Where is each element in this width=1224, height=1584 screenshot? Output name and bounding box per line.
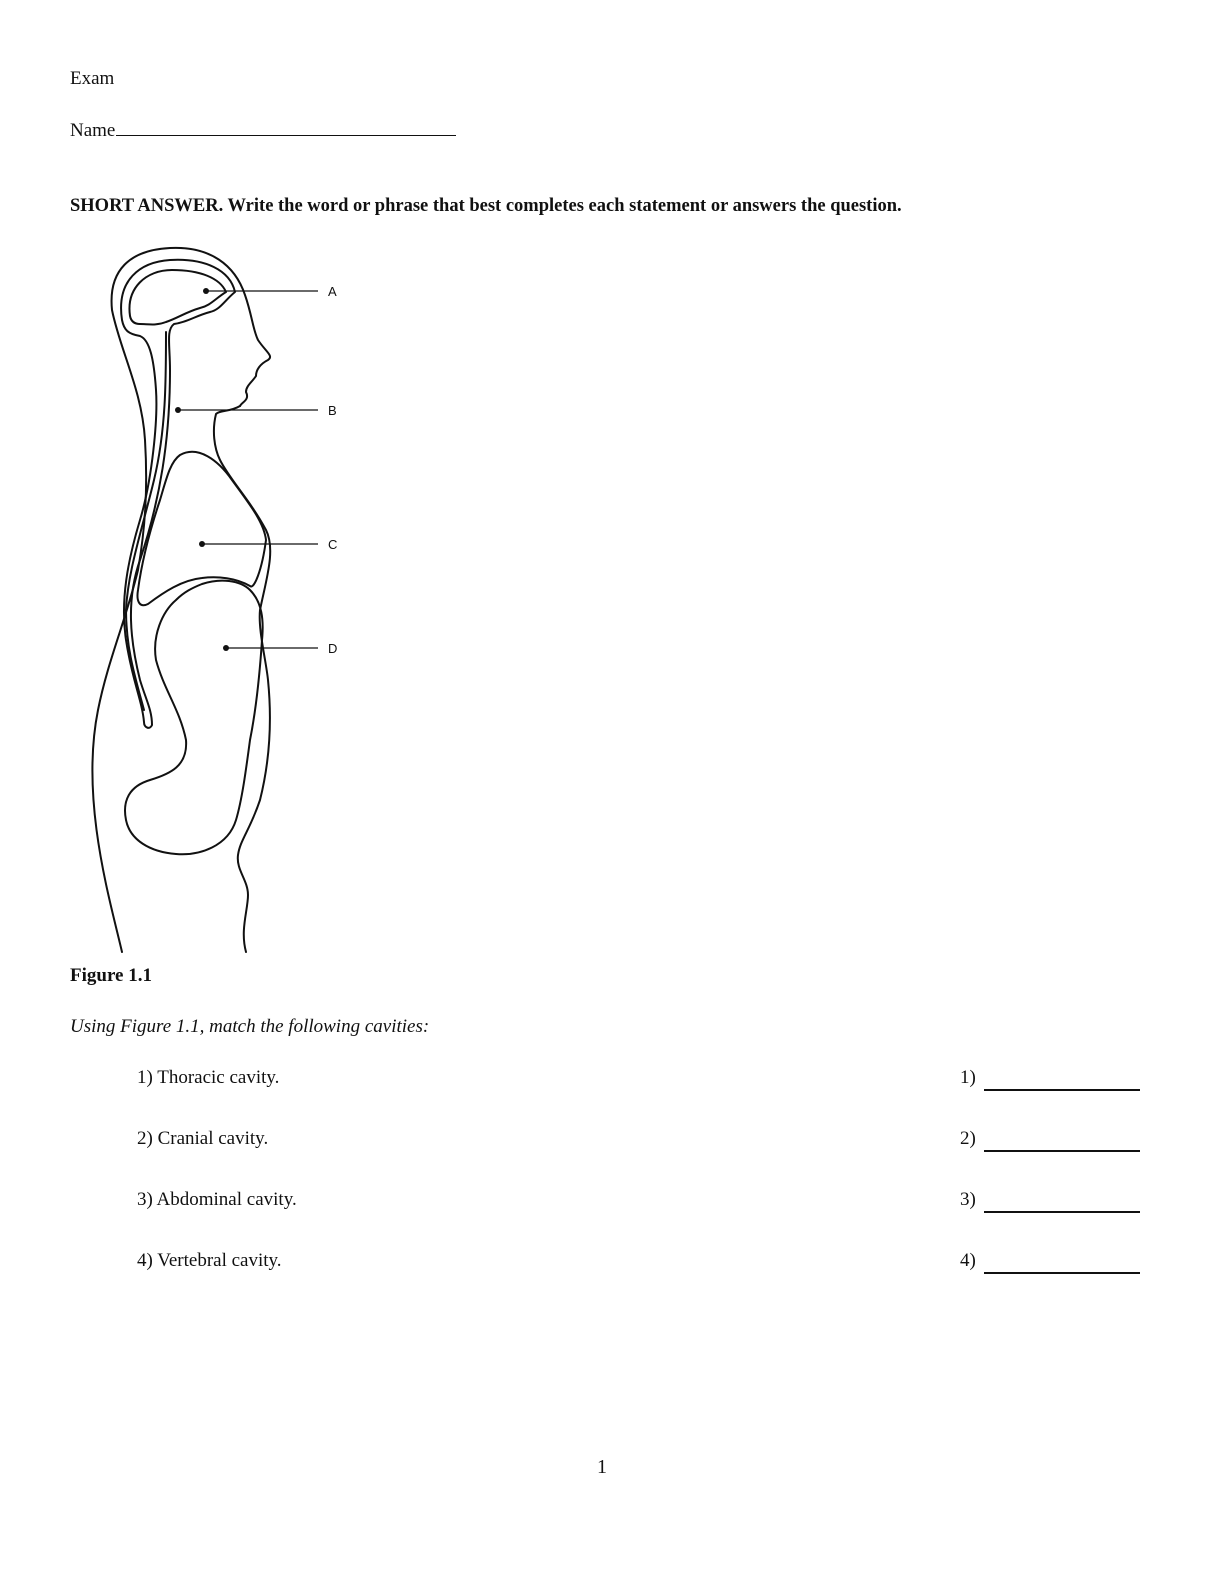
label-c-dot [199,541,205,547]
answer-number-2: 2) [960,1128,976,1149]
answer-blank-4[interactable] [984,1272,1140,1274]
exam-title: Exam [70,68,115,89]
body-outline-front [214,406,270,952]
label-d-dot [223,645,229,651]
figure-caption: Figure 1.1 [70,965,152,986]
question-4: 4) Vertebral cavity. [137,1250,282,1271]
answer-number-1: 1) [960,1067,976,1088]
answer-blank-1[interactable] [984,1089,1140,1091]
vertebral-cavity [126,332,166,710]
question-2: 2) Cranial cavity. [137,1128,269,1149]
question-3: 3) Abdominal cavity. [137,1189,297,1210]
label-b-dot [175,407,181,413]
thoracic-cavity [137,452,266,605]
answer-number-4: 4) [960,1250,976,1271]
name-label: Name [70,120,116,141]
label-a-dot [203,288,209,294]
label-d: D [328,641,338,656]
answer-blank-3[interactable] [984,1211,1140,1213]
instructions: SHORT ANSWER. Write the word or phrase that best completes each statement or answers the question. [70,196,902,216]
label-c: C [328,537,338,552]
label-b: B [328,403,337,418]
answer-blank-2[interactable] [984,1150,1140,1152]
abdominal-cavity [125,581,263,855]
name-row [70,119,456,142]
cranial-cavity [129,270,226,325]
page-number: 1 [597,1456,607,1478]
name-field[interactable] [116,119,456,136]
match-instructions: Using Figure 1.1, match the following cavities: [70,1016,430,1037]
body-outline-back [92,248,270,952]
body-cavities-figure [70,240,370,960]
label-a: A [328,284,337,299]
dorsal-cavity-outline [121,260,235,728]
question-1: 1) Thoracic cavity. [137,1067,280,1088]
answer-number-3: 3) [960,1189,976,1210]
